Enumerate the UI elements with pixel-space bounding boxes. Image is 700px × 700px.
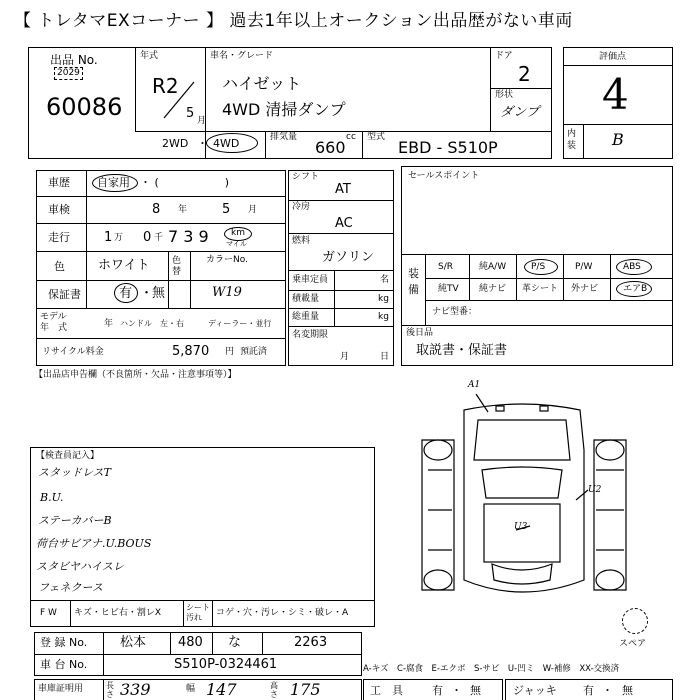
jack-label: ジャッキ bbox=[513, 684, 557, 697]
spare-tire-circle bbox=[622, 608, 648, 634]
model-year-era: R2 bbox=[152, 74, 179, 98]
model-change-label2: 年 式 bbox=[40, 323, 68, 333]
registration-label: 登 録 No. bbox=[40, 636, 88, 649]
diagram-mark-u2: U2 bbox=[588, 485, 602, 495]
seller-notes-label: 【出品店申告欄（不良箇所・欠品・注意事項等）】 bbox=[34, 370, 237, 380]
equip-navi: 純ナビ bbox=[479, 284, 507, 294]
model-change-dealer: ディーラー・並行 bbox=[208, 319, 272, 328]
type-code-value: EBD - S510P bbox=[398, 138, 498, 157]
car-label: 車名・グレード bbox=[210, 51, 274, 61]
shape-value: ダンプ bbox=[500, 105, 540, 120]
equip-ps: P/S bbox=[531, 262, 546, 272]
registration-class: 480 bbox=[178, 635, 203, 650]
model-year-month: 5 bbox=[186, 106, 195, 121]
cert-wid: 147 bbox=[206, 680, 237, 699]
inspection-label: 車検 bbox=[48, 203, 70, 216]
jack-sep: ・ bbox=[602, 684, 613, 697]
recycle-unit: 円 bbox=[225, 347, 235, 357]
capacity-unit: 名 bbox=[380, 275, 390, 285]
inspector-line-3: ステーカバーB bbox=[38, 514, 112, 527]
cert-wid-label: 幅 bbox=[186, 684, 196, 694]
equip-abs: ABS bbox=[623, 262, 641, 272]
mileage-rest: 7 3 9 bbox=[168, 227, 209, 246]
equip-tv: 純TV bbox=[438, 284, 459, 294]
drive-sep: ・ bbox=[197, 137, 208, 150]
history-suffix: ・ ( ) bbox=[140, 176, 230, 189]
equip-ext-navi: 外ナビ bbox=[571, 284, 599, 294]
ac-label: 冷房 bbox=[292, 202, 311, 212]
recycle-deposit: 預託済 bbox=[240, 347, 268, 357]
fw-seat-label: シート汚れ bbox=[186, 603, 210, 622]
cert-label: 車庫証明用 bbox=[38, 684, 84, 694]
equip-navi-model-label: ナビ型番： bbox=[432, 307, 478, 317]
tools-yes: 有 bbox=[432, 684, 443, 697]
registration-place: 松本 bbox=[120, 635, 147, 650]
damage-legend: A-キズ C-腐食 E-エクボ S-サビ U-凹ミ W-補修 XX-交換済 bbox=[363, 664, 620, 674]
tools-no: 無 bbox=[470, 684, 481, 697]
inspector-line-4: 荷台サビアナ.U.BOUS bbox=[36, 537, 152, 550]
chassis-label: 車 台 No. bbox=[40, 658, 88, 671]
jack-no: 無 bbox=[622, 684, 633, 697]
cert-len-label: 長さ bbox=[106, 681, 114, 699]
inspector-line-2: B.U. bbox=[40, 491, 64, 504]
registration-kana: な bbox=[228, 635, 242, 650]
warranty-no: 無 bbox=[152, 286, 166, 301]
fuel-label: 燃料 bbox=[292, 236, 311, 246]
color-no-label: カラーNo. bbox=[206, 255, 248, 265]
history-value: 自家用 bbox=[97, 176, 130, 189]
recycle-label: リサイクル料金 bbox=[42, 347, 104, 357]
mileage-man-unit: 万 bbox=[114, 233, 124, 243]
mileage-sen-unit: 千 bbox=[154, 233, 164, 243]
model-change-handle: ハンドル 左・右 bbox=[120, 319, 184, 328]
ac-value: AC bbox=[335, 216, 353, 231]
inspection-month-unit: 月 bbox=[248, 205, 258, 215]
model-change-label1: モデル bbox=[40, 312, 67, 322]
shape-label: 形状 bbox=[495, 90, 514, 100]
inspector-line-6: フェネクース bbox=[38, 581, 103, 594]
displacement-unit: cc bbox=[346, 132, 356, 142]
model-year-label: 年式 bbox=[140, 51, 159, 61]
inspector-line-5: スタビヤハイスレ bbox=[36, 560, 124, 573]
cert-hei-label: 高さ bbox=[270, 681, 278, 699]
mileage-unit2: マイル bbox=[226, 240, 247, 248]
grade-score-label: 評価点 bbox=[599, 52, 627, 62]
history-label: 車歴 bbox=[48, 176, 70, 189]
load-unit: kg bbox=[378, 294, 389, 304]
doors-label: ドア bbox=[495, 51, 513, 61]
car-name: ハイゼット bbox=[222, 74, 302, 93]
name-change-label: 名変期限 bbox=[292, 330, 329, 340]
warranty-yes: 有 bbox=[119, 286, 133, 301]
inspection-month: 5 bbox=[222, 202, 231, 217]
doors-value: 2 bbox=[518, 62, 531, 86]
equip-pw: P/W bbox=[575, 262, 593, 272]
gross-label: 総重量 bbox=[292, 312, 320, 322]
interior-value: B bbox=[612, 130, 624, 149]
drive-2wd: 2WD bbox=[162, 137, 189, 150]
tools-sep: ・ bbox=[451, 684, 462, 697]
warranty-sep: ・ bbox=[140, 286, 154, 301]
color-no-value: W19 bbox=[212, 285, 242, 300]
model-year-month-unit: 月 bbox=[197, 116, 207, 126]
color-change-label: 色替 bbox=[172, 256, 182, 277]
car-grade: 4WD 清掃ダンプ bbox=[222, 100, 346, 119]
after-date-label: 後日品 bbox=[406, 328, 434, 338]
capacity-label: 乗車定員 bbox=[292, 275, 329, 285]
equip-airbag: エアB bbox=[623, 284, 648, 294]
color-value: ホワイト bbox=[98, 258, 150, 273]
cert-len: 339 bbox=[120, 680, 151, 699]
cert-hei: 175 bbox=[290, 680, 321, 699]
fuel-value: ガソリン bbox=[322, 250, 375, 265]
fw-seat-text: コゲ・穴・汚レ・シミ・破レ・A bbox=[216, 608, 349, 618]
color-label: 色 bbox=[54, 260, 65, 273]
model-change-year-unit: 年 bbox=[104, 319, 114, 329]
fw-label: F W bbox=[40, 608, 57, 618]
equip-leather: 革シート bbox=[522, 284, 559, 294]
inspection-year-unit: 年 bbox=[178, 205, 188, 215]
header-title: 【 トレタマEXコーナー 】 過去1年以上オークション出品歴がない車両 bbox=[14, 11, 573, 31]
inspector-line-1: スタッドレスT bbox=[38, 466, 112, 479]
warranty-label: 保証書 bbox=[48, 288, 81, 301]
diagram-mark-u3: U3 bbox=[514, 522, 528, 532]
chassis-value: S510P-0324461 bbox=[174, 657, 278, 672]
mileage-label: 走行 bbox=[48, 231, 70, 244]
lot-label: 出品 No. bbox=[50, 53, 98, 67]
interior-label: 内装 bbox=[567, 129, 577, 151]
tools-label: 工 具 bbox=[370, 684, 403, 697]
name-change-day-unit: 日 bbox=[380, 352, 390, 362]
diagram-mark-a1: A1 bbox=[468, 380, 481, 390]
grade-score-value: 4 bbox=[602, 70, 629, 119]
displacement-value: 660 bbox=[315, 138, 346, 157]
mileage-sen: 0 bbox=[143, 230, 152, 245]
displacement-label: 排気量 bbox=[270, 132, 298, 142]
equip-sr: S/R bbox=[438, 262, 453, 272]
sales-point-label: セールスポイント bbox=[408, 171, 480, 181]
shift-label: シフト bbox=[292, 172, 320, 182]
equipment-label: 装備 bbox=[408, 267, 419, 296]
mileage-man: 1 bbox=[104, 230, 113, 245]
details-box bbox=[36, 170, 286, 366]
mileage-unit: km bbox=[231, 228, 245, 238]
registration-num: 2263 bbox=[294, 635, 328, 650]
drive-4wd: 4WD bbox=[213, 137, 240, 150]
lot-number: 60086 bbox=[46, 93, 123, 121]
load-label: 積載量 bbox=[292, 294, 320, 304]
car-diagram bbox=[412, 380, 644, 626]
equip-aw: 純A/W bbox=[479, 262, 507, 272]
inspection-year: 8 bbox=[152, 202, 161, 217]
name-change-month-unit: 月 bbox=[340, 352, 350, 362]
fw-text: キズ・ヒビ右・割レX bbox=[74, 608, 161, 618]
diagram-spare: スペア bbox=[619, 639, 647, 649]
jack-yes: 有 bbox=[583, 684, 594, 697]
after-date-value: 取説書・保証書 bbox=[416, 343, 508, 358]
recycle-value: 5,870 bbox=[172, 344, 210, 359]
inspector-label: 【検査員記入】 bbox=[36, 451, 100, 461]
lot-year-stamp: 2029 bbox=[54, 67, 83, 80]
type-code-label: 型式 bbox=[367, 132, 386, 142]
gross-unit: kg bbox=[378, 312, 389, 322]
shift-value: AT bbox=[335, 182, 351, 197]
